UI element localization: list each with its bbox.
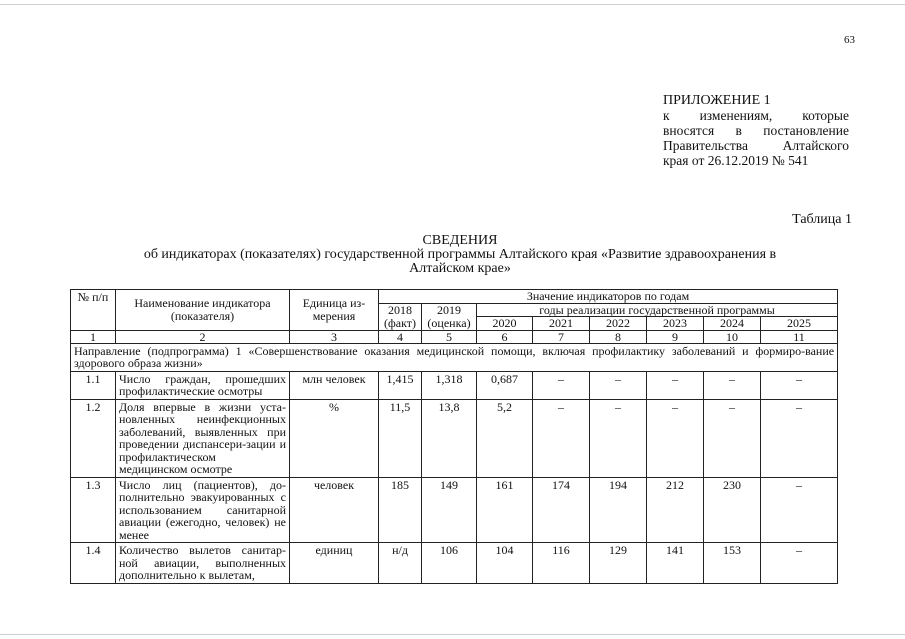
header-year: 2024	[704, 317, 761, 331]
row-unit: человек	[290, 477, 379, 543]
row-value: –	[590, 399, 647, 477]
row-unit: %	[290, 399, 379, 477]
section-title: Направление (подпрограмма) 1 «Совершенствование оказания медицинской помощи, включая профилактику заболеваний и формиро-вание здорового образа жизни»	[71, 343, 838, 371]
page-number: 63	[844, 34, 855, 46]
column-number: 8	[590, 330, 647, 343]
row-value: 11,5	[379, 399, 422, 477]
row-num: 1.2	[71, 399, 116, 477]
appendix-line: к изменениям, которые	[663, 108, 849, 123]
column-number: 4	[379, 330, 422, 343]
row-unit: млн человек	[290, 371, 379, 399]
header-values-group: Значение индикаторов по годам	[379, 290, 838, 304]
header-year: 2023	[647, 317, 704, 331]
row-value: 116	[533, 543, 590, 584]
title-subline: Алтайском крае»	[409, 261, 511, 276]
table-row	[71, 543, 838, 584]
row-value: 174	[533, 477, 590, 543]
row-value: 161	[477, 477, 533, 543]
row-name: Число лиц (пациентов), до-полнительно эвакуированных с использованием санитарной авиации (ежегодно, человек) не менее	[116, 477, 290, 543]
row-value: –	[590, 371, 647, 399]
row-value: –	[533, 399, 590, 477]
table-row	[71, 399, 838, 477]
row-name: Количество вылетов санитар-ной авиации, выполненных дополнительно к вылетам,	[116, 543, 290, 584]
row-value: 185	[379, 477, 422, 543]
header-impl-group: годы реализации государственной программы	[477, 303, 838, 317]
column-number: 6	[477, 330, 533, 343]
row-name: Доля впервые в жизни уста-новленных неинфекционных заболеваний, выявленных при проведении диспансери-зации и профилактическом медицинском осмотре	[116, 399, 290, 477]
indicators-table	[70, 289, 838, 584]
scan-edge-bottom	[0, 634, 905, 635]
header-year: 2020	[477, 317, 533, 331]
column-number: 5	[422, 330, 477, 343]
row-num: 1.3	[71, 477, 116, 543]
row-unit: единиц	[290, 543, 379, 584]
table-row	[71, 477, 838, 543]
column-number: 7	[533, 330, 590, 343]
row-num: 1.1	[71, 371, 116, 399]
row-value: 149	[422, 477, 477, 543]
row-value: –	[647, 399, 704, 477]
row-value: –	[704, 371, 761, 399]
appendix-block	[663, 93, 849, 168]
row-value: 194	[590, 477, 647, 543]
appendix-title: ПРИЛОЖЕНИЕ 1	[663, 93, 771, 108]
row-value: 0,687	[477, 371, 533, 399]
row-value: 230	[704, 477, 761, 543]
header-year: 2022	[590, 317, 647, 331]
appendix-line: края от 26.12.2019 № 541	[663, 153, 809, 168]
row-value: –	[533, 371, 590, 399]
row-name: Число граждан, прошедших профилактические осмотры	[116, 371, 290, 399]
row-value: 1,415	[379, 371, 422, 399]
column-number: 10	[704, 330, 761, 343]
row-value: 1,318	[422, 371, 477, 399]
column-number: 3	[290, 330, 379, 343]
row-value: –	[761, 543, 838, 584]
row-value: 212	[647, 477, 704, 543]
row-value: 106	[422, 543, 477, 584]
row-num: 1.4	[71, 543, 116, 584]
column-number: 9	[647, 330, 704, 343]
table-row	[71, 371, 838, 399]
row-value: 129	[590, 543, 647, 584]
scan-edge-top	[0, 4, 905, 5]
row-value: 104	[477, 543, 533, 584]
row-value: –	[704, 399, 761, 477]
row-value: –	[761, 399, 838, 477]
header-year: 2025	[761, 317, 838, 331]
column-number: 2	[116, 330, 290, 343]
column-number: 11	[761, 330, 838, 343]
appendix-line: вносятся в постановление	[663, 123, 849, 138]
header-num: № п/п	[71, 290, 116, 331]
row-value: 5,2	[477, 399, 533, 477]
row-value: –	[647, 371, 704, 399]
document-title	[60, 234, 860, 276]
header-year: 2021	[533, 317, 590, 331]
header-2019: 2019 (оценка)	[422, 303, 477, 330]
title-subline: об индикаторах (показателях) государственной программы Алтайского края «Развитие здравоохранения в	[143, 247, 777, 262]
column-number: 1	[71, 330, 116, 343]
row-value: 13,8	[422, 399, 477, 477]
column-numbers-row	[71, 330, 838, 343]
row-value: 153	[704, 543, 761, 584]
row-value: –	[761, 371, 838, 399]
title-heading: СВЕДЕНИЯ	[422, 233, 498, 248]
row-value: н/д	[379, 543, 422, 584]
header-unit: Единица из-мерения	[290, 290, 379, 331]
header-name: Наименование индикатора (показателя)	[116, 290, 290, 331]
table-label: Таблица 1	[792, 212, 852, 227]
header-2018: 2018 (факт)	[379, 303, 422, 330]
row-value: –	[761, 477, 838, 543]
section-row	[71, 343, 838, 371]
row-value: 141	[647, 543, 704, 584]
appendix-line: Правительства Алтайского	[663, 138, 849, 153]
